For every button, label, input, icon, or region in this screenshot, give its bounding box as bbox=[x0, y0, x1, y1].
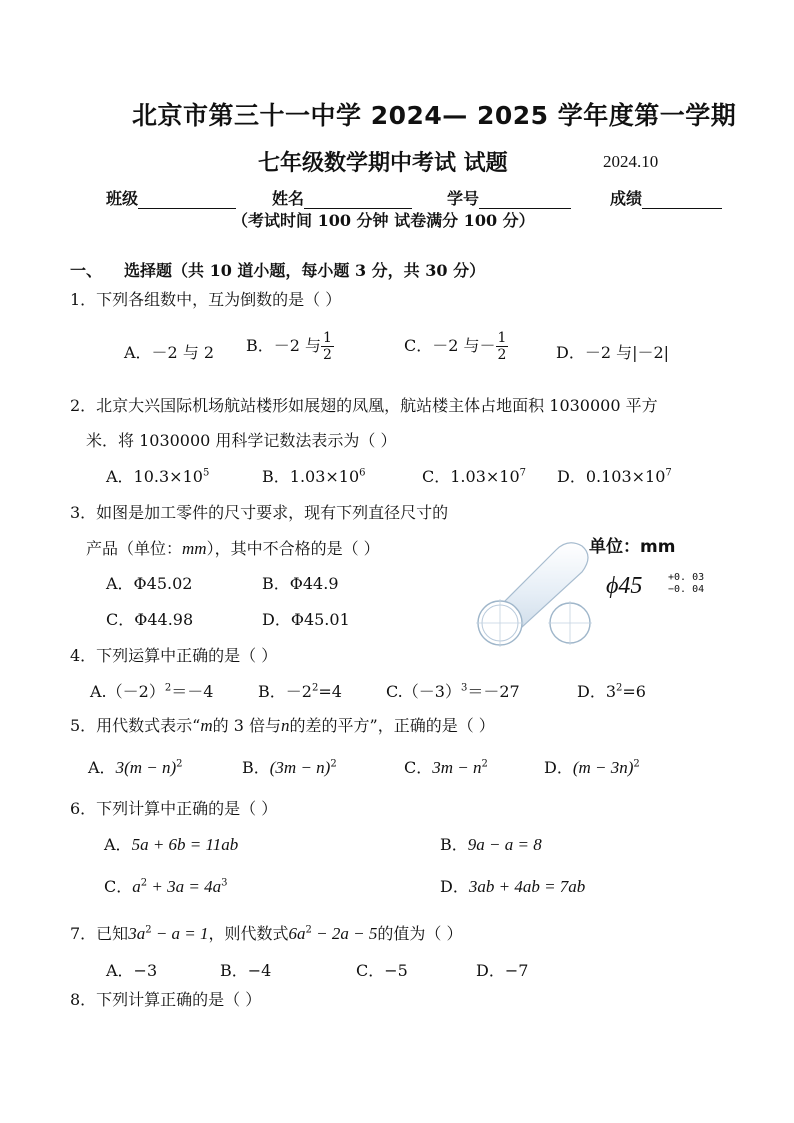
q4-option-c-rest: ＝－27 bbox=[467, 682, 520, 701]
exponent: 2 bbox=[481, 758, 488, 770]
exponent: 2 bbox=[176, 758, 183, 770]
exponent: 2 bbox=[311, 682, 319, 694]
q7-option-c: C．−5 bbox=[356, 961, 408, 980]
q7-math1-b: − a = 1 bbox=[151, 924, 209, 943]
student-id-label: 学号 bbox=[447, 189, 480, 208]
q1-option-d: D．－2 与|－2| bbox=[556, 343, 670, 362]
q6-option-d-label: D． bbox=[440, 877, 469, 896]
q2-option-b-text: B．1.03×10 bbox=[262, 467, 360, 486]
student-id-blank[interactable] bbox=[479, 192, 571, 209]
q1-option-b bbox=[246, 330, 334, 363]
exponent: 6 bbox=[359, 467, 366, 479]
q1-option-a: A．－2 与 2 bbox=[124, 343, 215, 362]
q6-option-c bbox=[104, 874, 227, 897]
q7-math2-a: 6a bbox=[288, 924, 306, 943]
q5-option-a-math: 3(m − n) bbox=[115, 758, 177, 777]
score-label: 成绩 bbox=[610, 189, 643, 208]
exponent: 2 bbox=[145, 924, 152, 936]
q5-option-c bbox=[404, 755, 488, 778]
q7-stem bbox=[70, 921, 462, 944]
class-blank[interactable] bbox=[138, 192, 236, 209]
q6-option-a bbox=[104, 832, 238, 855]
q6-option-b-math: 9a − a = 8 bbox=[467, 835, 542, 854]
page-title: 北京市第三十一中学 2024— 2025 学年度第一学期 bbox=[132, 101, 737, 130]
q4-option-a-text: A.（－2） bbox=[90, 682, 165, 701]
q2-option-c-text: C．1.03×10 bbox=[422, 467, 520, 486]
score-field bbox=[610, 186, 722, 209]
q6-option-d-math: 3ab + 4ab = 7ab bbox=[468, 877, 586, 896]
q4-option-d-rest: =6 bbox=[622, 682, 646, 701]
q7-stem-c: 的值为（ ） bbox=[377, 924, 463, 943]
q1-b-fraction bbox=[321, 330, 334, 363]
q3-stem-line2 bbox=[86, 536, 380, 559]
q3-option-b: B．Φ44.9 bbox=[262, 574, 339, 593]
exam-subtitle: 七年级数学期中考试 试题 bbox=[258, 151, 508, 176]
q2-option-c bbox=[422, 464, 526, 487]
q5-var-n: n bbox=[281, 716, 290, 735]
q5-stem-c: 的差的平方”，正确的是（ ） bbox=[289, 716, 495, 735]
q4-option-b-text: B．－2 bbox=[258, 682, 312, 701]
q4-option-b-rest: =4 bbox=[318, 682, 342, 701]
q7-math2-b: − 2a − 5 bbox=[311, 924, 378, 943]
tolerance-upper: +0. 03 bbox=[668, 572, 705, 583]
q6-option-c-math-a: a bbox=[132, 877, 141, 896]
q6-option-b bbox=[440, 832, 542, 855]
q7-option-d: D．−7 bbox=[476, 961, 529, 980]
exponent: 3 bbox=[221, 877, 228, 889]
q4-option-a-rest: ＝－4 bbox=[171, 682, 214, 701]
q2-option-d-text: D．0.103×10 bbox=[557, 467, 666, 486]
q5-option-c-math: 3m − n bbox=[432, 758, 482, 777]
q3-stem-text-b: ），其中不合格的是（ ） bbox=[206, 539, 380, 558]
q7-stem-a: 7．已知 bbox=[70, 924, 129, 943]
section-number: 一、 bbox=[70, 261, 103, 280]
exponent: 5 bbox=[202, 467, 210, 479]
exponent: 2 bbox=[330, 758, 337, 770]
q4-option-d bbox=[577, 679, 646, 702]
q3-option-d: D．Φ45.01 bbox=[262, 610, 350, 629]
exponent: 2 bbox=[140, 877, 148, 889]
fraction-denominator: 2 bbox=[497, 347, 507, 363]
exponent: 2 bbox=[305, 924, 312, 936]
q1-stem: 1．下列各组数中，互为倒数的是（ ） bbox=[70, 290, 342, 309]
tolerance-lower: −0. 04 bbox=[668, 584, 705, 595]
q6-option-d bbox=[440, 874, 585, 897]
q7-math1-a: 3a bbox=[128, 924, 146, 943]
q5-var-m: m bbox=[200, 716, 213, 735]
q5-option-b bbox=[242, 755, 337, 778]
q4-option-c bbox=[386, 679, 520, 702]
q5-option-d bbox=[544, 755, 640, 778]
q6-option-b-label: B． bbox=[440, 835, 468, 854]
q3-unit: mm bbox=[182, 539, 207, 558]
q5-option-c-label: C． bbox=[404, 758, 433, 777]
q4-option-d-text: D．3 bbox=[577, 682, 617, 701]
q1-option-b-text: B．－2 与 bbox=[246, 336, 322, 355]
exam-info: （考试时间 100 分钟 试卷满分 100 分） bbox=[232, 211, 535, 230]
q1-option-c-text: C．－2 与－ bbox=[404, 336, 496, 355]
score-blank[interactable] bbox=[642, 192, 722, 209]
fraction-denominator: 2 bbox=[323, 347, 332, 363]
q4-stem: 4．下列运算中正确的是（ ） bbox=[70, 646, 278, 665]
q2-stem-line1: 2．北京大兴国际机场航站楼形如展翅的凤凰，航站楼主体占地面积 1030000 平方 bbox=[70, 396, 658, 415]
q5-option-b-math: (3m − n) bbox=[269, 758, 331, 777]
q1-option-c bbox=[404, 330, 508, 363]
q7-option-a: A．−3 bbox=[106, 961, 158, 980]
q2-option-d bbox=[557, 464, 672, 487]
q6-option-c-label: C． bbox=[104, 877, 133, 896]
exponent: 2 bbox=[633, 758, 640, 770]
q4-option-b bbox=[258, 679, 342, 702]
q2-option-a bbox=[106, 464, 209, 487]
q2-stem-line2: 米．将 1030000 用科学记数法表示为（ ） bbox=[86, 431, 397, 450]
q6-option-a-math: 5a + 6b = 11ab bbox=[131, 835, 239, 854]
exponent: 2 bbox=[164, 682, 172, 694]
name-blank[interactable] bbox=[304, 192, 412, 209]
q7-option-b: B．−4 bbox=[220, 961, 272, 980]
exam-date: 2024.10 bbox=[603, 152, 659, 171]
q4-option-a bbox=[90, 679, 213, 702]
q3-stem-line1: 3．如图是加工零件的尺寸要求，现有下列直径尺寸的 bbox=[70, 503, 449, 522]
q3-option-c: C．Φ44.98 bbox=[106, 610, 194, 629]
q6-option-c-math-b: + 3a = 4a bbox=[147, 877, 222, 896]
student-id-field bbox=[447, 186, 571, 209]
q5-option-a bbox=[88, 755, 183, 778]
fraction-numerator: 1 bbox=[497, 330, 507, 346]
q5-option-d-math: (m − 3n) bbox=[572, 758, 634, 777]
q3-stem-text-a: 产品（单位： bbox=[86, 539, 183, 558]
exponent: 3 bbox=[460, 682, 468, 694]
exponent: 2 bbox=[616, 682, 623, 694]
class-field bbox=[106, 186, 236, 209]
q2-option-a-text: A．10.3×10 bbox=[106, 467, 203, 486]
name-label: 姓名 bbox=[272, 189, 305, 208]
q6-option-a-label: A． bbox=[104, 835, 132, 854]
q2-option-b bbox=[262, 464, 366, 487]
q5-option-b-label: B． bbox=[242, 758, 270, 777]
q3-option-a: A．Φ45.02 bbox=[106, 574, 193, 593]
q8-stem: 8．下列计算正确的是（ ） bbox=[70, 990, 262, 1009]
q5-option-d-label: D． bbox=[544, 758, 573, 777]
q5-stem bbox=[70, 713, 495, 736]
name-field bbox=[272, 186, 412, 209]
q1-c-fraction bbox=[496, 330, 509, 363]
q7-stem-b: ，则代数式 bbox=[208, 924, 289, 943]
section-title: 选择题（共 10 道小题，每小题 3 分，共 30 分） bbox=[124, 261, 486, 280]
q3-fig-unit-label: 单位：mm bbox=[589, 537, 676, 557]
q3-fig-phi: ϕ45 bbox=[606, 573, 643, 599]
q3-fig-tolerance bbox=[668, 572, 704, 596]
q5-stem-a: 5．用代数式表示“ bbox=[70, 716, 201, 735]
q4-option-c-text: C.（－3） bbox=[386, 682, 461, 701]
q5-stem-b: 的 3 倍与 bbox=[212, 716, 282, 735]
q6-stem: 6．下列计算中正确的是（ ） bbox=[70, 799, 278, 818]
fraction-numerator: 1 bbox=[323, 330, 332, 346]
q5-option-a-label: A． bbox=[88, 758, 116, 777]
exponent: 7 bbox=[665, 467, 672, 479]
class-label: 班级 bbox=[106, 189, 139, 208]
exponent: 7 bbox=[519, 467, 527, 479]
